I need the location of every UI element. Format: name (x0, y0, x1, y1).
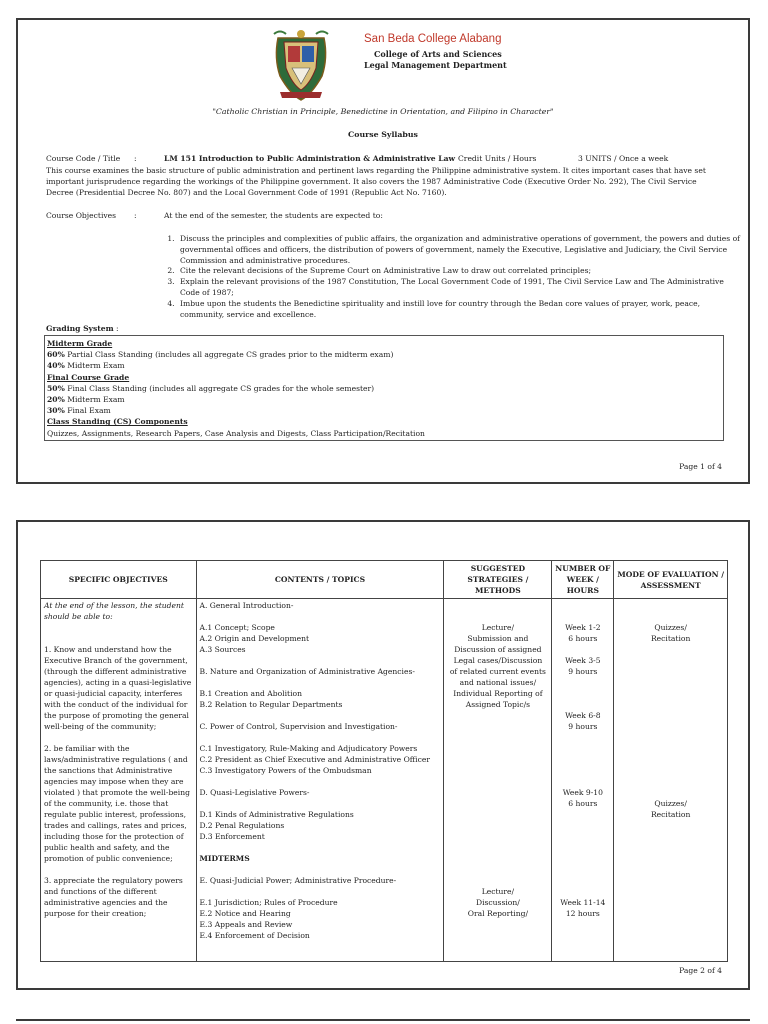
topic-item: D.1 Kinds of Administrative Regulations (199, 810, 354, 819)
strategy-line: Oral Reporting/ (467, 909, 529, 918)
topic-item: C.3 Investigatory Powers of the Ombudsman (199, 766, 372, 775)
topic-heading: B. Nature and Organization of Administrative Agencies- (199, 667, 415, 676)
school-name: San Beda College Alabang (364, 33, 502, 45)
strategy-line: Lecture/ (481, 623, 515, 632)
strategy-line: Assigned Topic/s (465, 700, 531, 709)
week-hours: 6 hours (568, 634, 598, 643)
topic-item: C.1 Investigatory, Rule-Making and Adjudicatory Powers (199, 744, 418, 753)
header-evaluation: MODE OF EVALUATION / ASSESSMENT (614, 561, 728, 599)
topic-item: E.3 Appeals and Review (199, 920, 293, 929)
evaluation-cell (614, 599, 728, 962)
week-hours: 9 hours (568, 722, 598, 731)
week-range: Week 11-14 (560, 898, 606, 907)
weeks-cell (552, 599, 614, 962)
credit-units-label: Credit Units / Hours (458, 154, 537, 163)
week-hours: 9 hours (568, 667, 598, 676)
grade-line (47, 405, 721, 416)
specific-objective: 1. Know and understand how the Executive Branch of the government, (through the different administrative agencies), acting in a quasi-legislative or quasi-judicial capacity, interferes with the conduct of the individual for the purpose of promoting the general well-being of the community; (44, 645, 192, 731)
topic-item: C.2 President as Chief Executive and Administrative Officer (199, 755, 430, 764)
topic-item: E.2 Notice and Hearing (199, 909, 291, 918)
topic-heading: C. Power of Control, Supervision and Investigation- (199, 722, 398, 731)
strategies-cell (444, 599, 552, 962)
table-header-row (41, 561, 728, 599)
topic-heading: A. General Introduction- (199, 601, 294, 610)
strategy-line: of related current events (449, 667, 546, 676)
cs-components-heading: Class Standing (CS) Components (47, 417, 188, 427)
college-name: College of Arts and Sciences (374, 49, 502, 59)
schedule-table (40, 560, 728, 962)
evaluation-line: Recitation (650, 634, 691, 643)
grade-text: Final Exam (64, 406, 111, 416)
strategy-line: and national issues/ (459, 678, 537, 687)
strategy-line: Submission and (467, 634, 529, 643)
week-range: Week 9-10 (562, 788, 603, 797)
week-range: Week 3-5 (565, 656, 601, 665)
specific-objective: 3. appreciate the regulatory powers and functions of the different administrative agencies and the purpose for their creation; (44, 876, 183, 918)
grade-text: Final Class Standing (includes all aggregate CS grades for the whole semester) (64, 383, 375, 393)
page-number: Page 2 of 4 (679, 966, 722, 975)
grade-percent: 40% (47, 361, 65, 371)
topic-item: A.3 Sources (199, 645, 246, 654)
topic-item: E.1 Jurisdiction; Rules of Procedure (199, 898, 338, 907)
page-number: Page 1 of 4 (679, 462, 722, 471)
credit-units-value: 3 UNITS / Once a week (578, 154, 669, 163)
objectives-cell (41, 599, 197, 962)
topic-item: E.4 Enforcement of Decision (199, 931, 310, 940)
grade-line (47, 383, 721, 394)
grade-percent: 30% (47, 406, 65, 416)
motto: "Catholic Christian in Principle, Benedictine in Orientation, and Filipino in Character" (212, 107, 554, 116)
grade-text: Partial Class Standing (includes all aggregate CS grades prior to the midterm exam) (64, 350, 394, 360)
department-name: Legal Management Department (364, 60, 507, 70)
grading-box (44, 335, 724, 441)
cs-components-text: Quizzes, Assignments, Research Papers, Case Analysis and Digests, Class Participation/Recitation (47, 428, 425, 438)
header-strategies: SUGGESTED STRATEGIES / METHODS (444, 561, 552, 599)
week-range: Week 6-8 (565, 711, 601, 720)
grade-line (47, 349, 721, 360)
specific-objective: 2. be familiar with the laws/administrative regulations ( and the sanctions that Administrative agencies may impose when they are violated ) that promote the well-being of the community, i.e. those that regulate public interest, professions, trades and callings, rates and prices, including those for the protection of public health and safety, and the promotion of public convenience; (44, 744, 190, 863)
objectives-label: Course Objectives (46, 211, 117, 220)
objectives-intro: At the end of the semester, the students are expected to: (164, 211, 383, 220)
syllabus-page-1 (16, 18, 750, 484)
grade-text: Midterm Exam (64, 395, 125, 405)
objective-item: 2. Cite the relevant decisions of the Supreme Court on Administrative Law to draw out correlated principles; (177, 266, 742, 277)
midterms-label: MIDTERMS (199, 854, 250, 863)
page-3-top-border (16, 1019, 750, 1021)
strategy-line: Discussion/ (475, 898, 520, 907)
grade-percent: 20% (47, 395, 65, 405)
evaluation-line: Quizzes/ (654, 799, 687, 808)
header-contents-topics: CONTENTS / TOPICS (196, 561, 444, 599)
objective-item: 1. Discuss the principles and complexities of public affairs, the organization and administrative operations of government, the powers and duties of governmental offices and officers, the distribution of powers of government, namely the Executive, Legislative and Judiciary, the Civil Service Commission and administrative procedures. (177, 234, 742, 266)
topic-item: A.1 Concept; Scope (199, 623, 275, 632)
topic-heading: E. Quasi-Judicial Power; Administrative Procedure- (199, 876, 397, 885)
course-code-colon: : (134, 154, 137, 163)
topic-item: D.2 Penal Regulations (199, 821, 285, 830)
objectives-colon: : (134, 211, 137, 220)
topic-item: B.2 Relation to Regular Departments (199, 700, 343, 709)
objective-item: 3. Explain the relevant provisions of the 1987 Constitution, The Local Government Code of 1991, The Civil Service Law and The Administrative Code of 1987; (177, 277, 742, 299)
strategy-line: Discussion of assigned (454, 645, 542, 654)
week-hours: 12 hours (565, 909, 600, 918)
topics-cell (196, 599, 444, 962)
header-specific-objectives: SPECIFIC OBJECTIVES (41, 561, 197, 599)
week-range: Week 1-2 (565, 623, 601, 632)
table-row (41, 599, 728, 962)
grade-line (47, 360, 721, 371)
grade-percent: 50% (47, 383, 65, 393)
course-description: This course examines the basic structure of public administration and pertinent laws regarding the Philippine administrative system. It cites important cases that have set important jurisprudence regarding the workings of the Philippine government. It also covers the 1987 Administrative Code (Executive Order No. 292), The Civil Service Decree (Presidential Decree No. 807) and the Local Government Code of 1991 (Republic Act No. 7160). (46, 166, 706, 197)
grade-text: Midterm Exam (64, 361, 125, 371)
doc-title: Course Syllabus (348, 130, 418, 139)
midterm-grade-heading: Midterm Grade (47, 339, 113, 348)
header-weeks-hours: NUMBER OF WEEK / HOURS (552, 561, 614, 599)
week-hours: 6 hours (568, 799, 598, 808)
topic-item: B.1 Creation and Abolition (199, 689, 302, 698)
topic-item: D.3 Enforcement (199, 832, 265, 841)
course-code-label: Course Code / Title (46, 154, 121, 163)
grade-percent: 60% (47, 350, 65, 360)
grade-line (47, 394, 721, 405)
college-seal-logo (270, 28, 332, 102)
objectives-intro: At the end of the lesson, the student should be able to: (44, 601, 184, 621)
evaluation-line: Recitation (650, 810, 691, 819)
objective-item: 4. Imbue upon the students the Benedictine spirituality and instill love for country through the Bedan core values of prayer, work, peace, community, service and excellence. (177, 299, 742, 321)
strategy-line: Legal cases/Discussion (453, 656, 543, 665)
topic-item: A.2 Origin and Development (199, 634, 310, 643)
grading-label: Grading System (46, 324, 114, 333)
strategy-line: Individual Reporting of (453, 689, 543, 698)
evaluation-line: Quizzes/ (654, 623, 687, 632)
course-objectives-list (163, 234, 742, 320)
topic-heading: D. Quasi-Legislative Powers- (199, 788, 310, 797)
course-title: LM 151 Introduction to Public Administration & Administrative Law (164, 154, 456, 163)
syllabus-page-2 (16, 520, 750, 990)
grading-system-heading: Grading System : (46, 324, 119, 333)
strategy-line: Lecture/ (481, 887, 515, 896)
final-grade-heading: Final Course Grade (47, 372, 130, 382)
